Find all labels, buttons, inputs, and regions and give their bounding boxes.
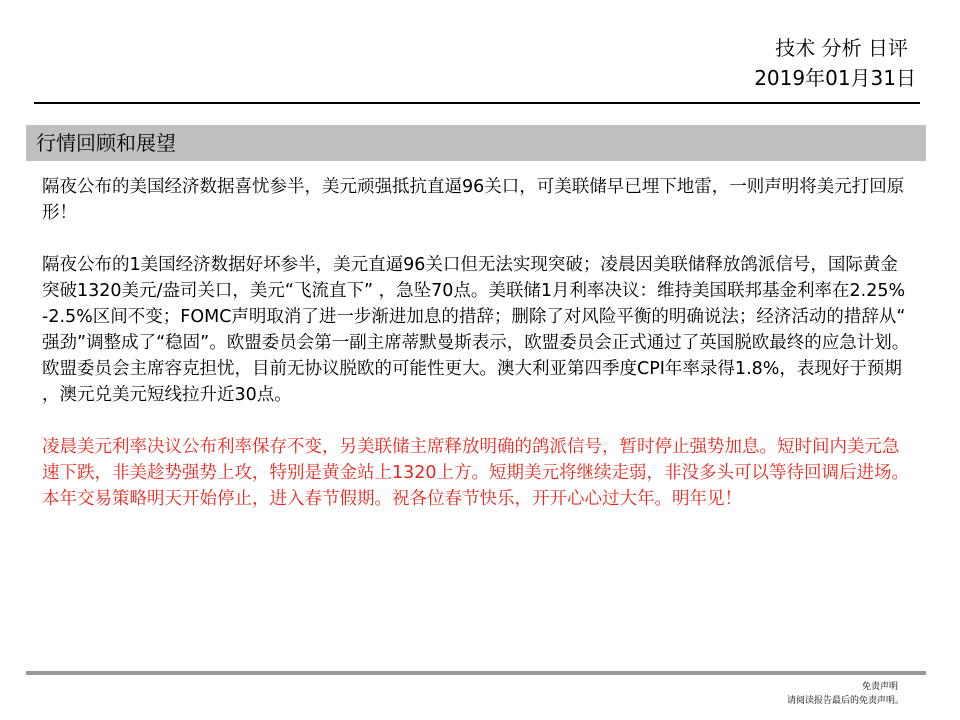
report-date: 2019年01月31日 <box>754 66 916 90</box>
header-divider <box>34 102 920 104</box>
market-review-paragraph: 隔夜公布的1美国经济数据好坏参半，美元直逼96关口但无法实现突破；凌晨因美联储释放鸽派信号，国际黄金突破1320美元/盎司关口，美元“飞流直下” ，急坠70点。美联储1月利率决议：维持美国联邦基金利率在2.25%-2.5%区间不变；FOMC声明取消了进一步渐进加息的措辞；删除了对风险平衡的明确说法；经济活动的措辞从“强劲”调整成了“稳固”。欧盟委员会第一副主席蒂默曼斯表示，欧盟委员会正式通过了英国脱欧最终的应急计划。欧盟委员会主席容克担忧，目前无协议脱欧的可能性更大。澳大利亚第四季度CPI年率录得1.8%，表现好于预期，澳元兑美元短线拉升近30点。 <box>42 255 910 405</box>
report-body <box>42 174 910 538</box>
disclaimer-note: 请阅读报告最后的免责声明。 <box>786 696 904 706</box>
section-header-bar <box>26 125 926 161</box>
report-title: 技术 分析 日评 <box>775 36 908 60</box>
outlook-paragraph: 凌晨美元利率决议公布利率保存不变，另美联储主席释放明确的鸽派信号，暂时停止强势加息。短时间内美元急速下跌，非美趁势强势上攻，特别是黄金站上1320上方。短期美元将继续走弱，非没多头可以等待回调后进场。本年交易策略明天开始停止，进入春节假期。祝各位春节快乐，开开心心过大年。明年见！ <box>42 437 910 509</box>
disclaimer-label: 免责声明 <box>861 682 898 692</box>
footer-divider <box>26 671 926 675</box>
section-title: 行情回顾和展望 <box>36 131 176 155</box>
summary-paragraph: 隔夜公布的美国经济数据喜忧参半，美元顽强抵抗直逼96关口，可美联储早已埋下地雷，一则声明将美元打回原形！ <box>42 177 905 223</box>
